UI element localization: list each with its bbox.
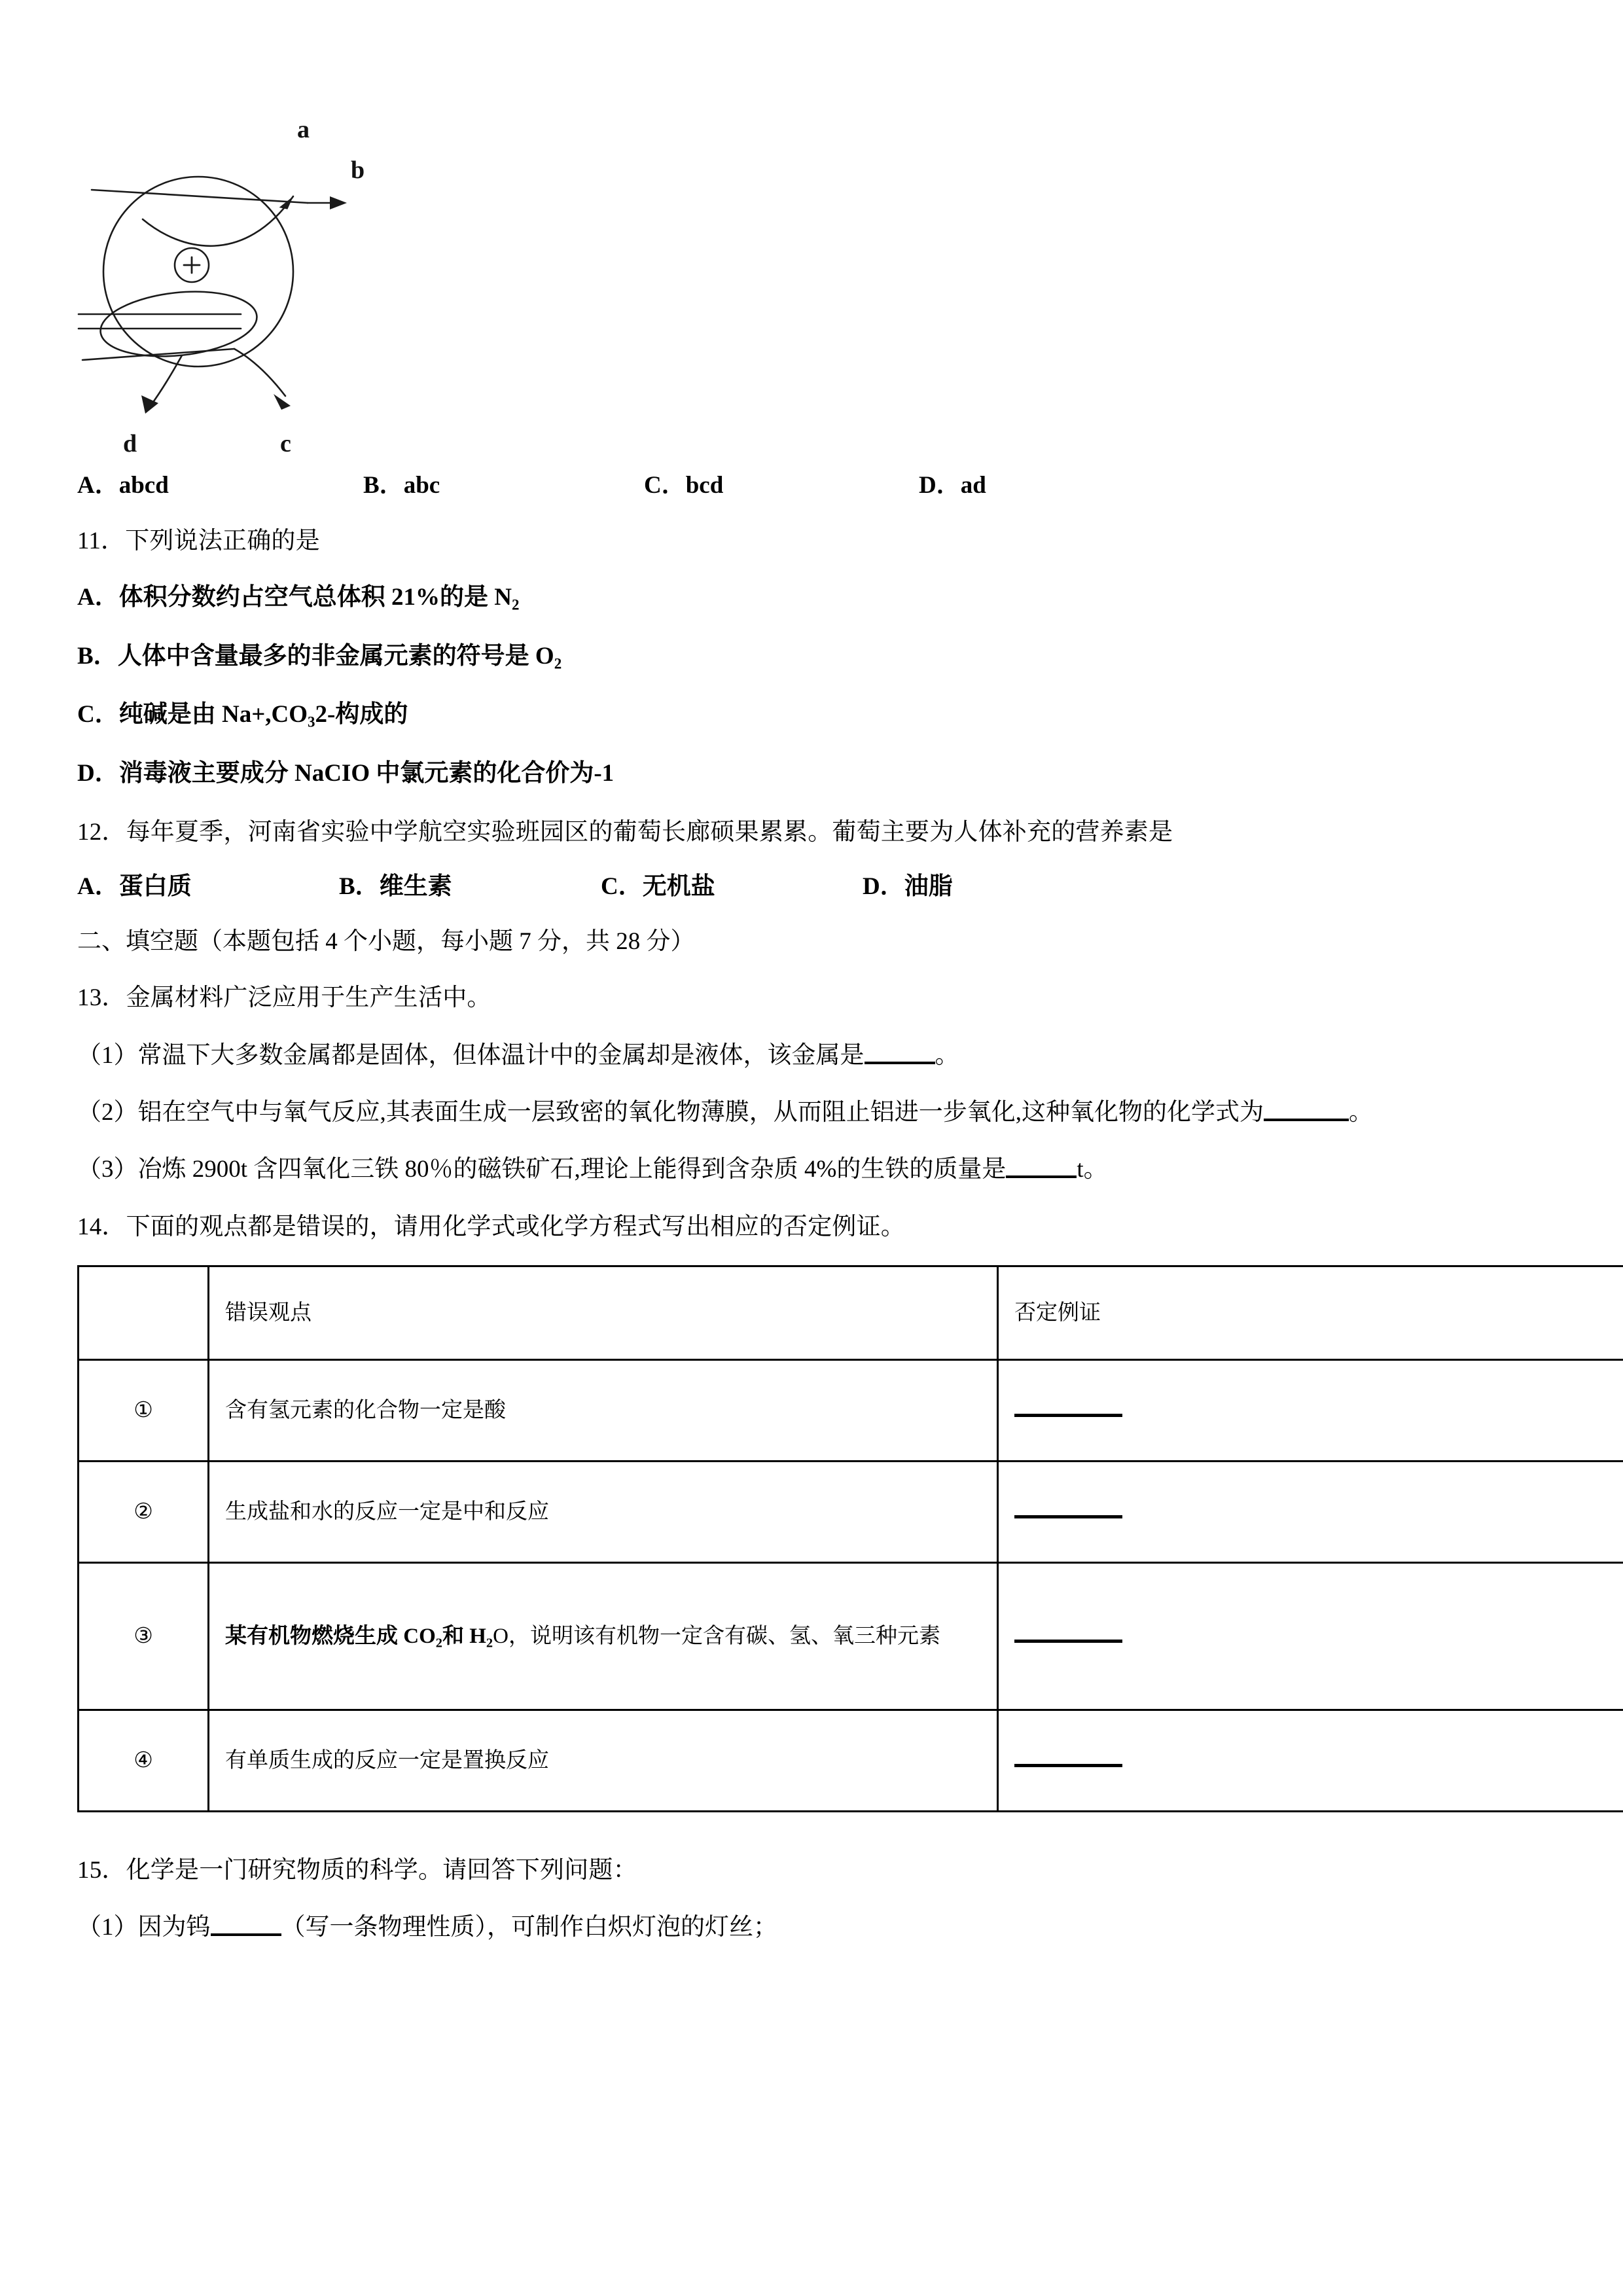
negation-evidence-table bbox=[77, 1265, 1623, 1812]
q10-option-c-text: bcd bbox=[685, 472, 724, 499]
section-2-heading: 二、填空题（本题包括 4 个小题，每小题 7 分，共 28 分） bbox=[77, 927, 695, 955]
figure-label-d: d bbox=[123, 430, 137, 457]
q10-option-b-text: abc bbox=[403, 472, 440, 499]
inner-ellipse bbox=[98, 285, 260, 364]
figure-label-a: a bbox=[297, 116, 310, 143]
row-3-evidence[interactable] bbox=[998, 1562, 1623, 1710]
row-3-answer-blank[interactable] bbox=[1014, 1639, 1122, 1643]
q11-option-c-sub: 3 bbox=[308, 713, 315, 730]
q12-option-a-text: 蛋白质 bbox=[118, 872, 192, 900]
row-3-view-post: O，说明该有机物一定含有碳、氢、氧三种元素 bbox=[493, 1624, 940, 1648]
table-row bbox=[79, 1359, 1623, 1461]
q12-option-c-text: 无机盐 bbox=[642, 872, 715, 900]
q13-part-3-end: t。 bbox=[1077, 1156, 1108, 1183]
q15-stem: 15．化学是一门研究物质的科学。请回答下列问题： bbox=[77, 1856, 637, 1884]
row-3-view bbox=[209, 1562, 998, 1710]
figure-label-c: c bbox=[280, 430, 291, 457]
q11-option-a-label: A． bbox=[77, 584, 119, 611]
row-1-number: ① bbox=[79, 1359, 209, 1461]
row-4-number: ④ bbox=[79, 1710, 209, 1811]
row-1-answer-blank[interactable] bbox=[1014, 1413, 1122, 1417]
row-1-evidence[interactable] bbox=[998, 1359, 1623, 1461]
q10-option-d-label: D bbox=[919, 472, 936, 499]
header-cell-view: 错误观点 bbox=[209, 1266, 998, 1359]
q15-part-1-blank[interactable] bbox=[211, 1933, 281, 1936]
q13-part-1-text: （1）常温下大多数金属都是固体，但体温计中的金属却是液体，该金属是 bbox=[77, 1041, 865, 1069]
row-2-view: 生成盐和水的反应一定是中和反应 bbox=[209, 1461, 998, 1562]
q13-part-3 bbox=[77, 1151, 1576, 1188]
q15-part-1 bbox=[77, 1909, 1576, 1946]
q11-option-b-sub: 2 bbox=[554, 655, 562, 672]
q12-stem: 12．每年夏季，河南省实验中学航空实验班园区的葡萄长廊硕果累累。葡萄主要为人体补充的营养素是 bbox=[77, 819, 1173, 846]
row-4-evidence[interactable] bbox=[998, 1710, 1623, 1811]
q11-option-a-text: 体积分数约占空气总体积 21%的是 N bbox=[118, 584, 512, 611]
arrowhead-b bbox=[330, 196, 347, 209]
q11-option-b-label: B． bbox=[77, 642, 118, 670]
row-3-view-sub1: 2 bbox=[435, 1636, 442, 1651]
q11-option-d-label: D． bbox=[77, 759, 119, 787]
q13-part-2-text: （2）铝在空气中与氧气反应,其表面生成一层致密的氧化物薄膜，从而阻止铝进一步氧化,这种氧化物的化学式为 bbox=[77, 1098, 1264, 1126]
q10-option-b-label: B bbox=[363, 472, 380, 499]
particle-deflection-figure bbox=[77, 98, 378, 465]
table-row bbox=[79, 1461, 1623, 1562]
q13-part-3-text: （3）冶炼 2900t 含四氧化三铁 80％的磁铁矿石,理论上能得到含杂质 4%的生铁的质量是 bbox=[77, 1156, 1007, 1183]
q11-option-c-text-post: 2-构成的 bbox=[315, 701, 408, 728]
header-cell-number bbox=[79, 1266, 209, 1359]
q11-option-d[interactable] bbox=[77, 755, 1576, 792]
q13-part-1 bbox=[77, 1037, 1576, 1074]
q12-option-c-label: C． bbox=[601, 872, 643, 900]
q13-part-2-blank[interactable] bbox=[1264, 1119, 1349, 1121]
table-header-row bbox=[79, 1266, 1623, 1359]
q15-part-1-end: （写一条物理性质），可制作白炽灯泡的灯丝； bbox=[281, 1914, 777, 1941]
q12-option-b-label: B． bbox=[339, 872, 380, 900]
q10-option-c[interactable]: C．bcd bbox=[644, 472, 724, 499]
table-row bbox=[79, 1710, 1623, 1811]
q11-option-a-sub: 2 bbox=[511, 596, 520, 613]
trajectory-d bbox=[151, 355, 182, 406]
q11-option-c[interactable] bbox=[77, 696, 1576, 733]
page-content bbox=[77, 98, 1576, 1966]
arrowhead-c bbox=[274, 394, 291, 410]
q11-option-c-text: 纯碱是由 Na+,CO bbox=[118, 701, 308, 728]
row-3-view-mid: 和 H bbox=[442, 1624, 486, 1648]
q10-option-d[interactable]: D．ad bbox=[919, 472, 986, 499]
q10-options-row bbox=[77, 465, 1576, 503]
outer-circle bbox=[103, 177, 293, 367]
q12-option-a-label: A． bbox=[77, 872, 119, 900]
q11-option-b[interactable] bbox=[77, 638, 1576, 675]
row-3-view-sub2: 2 bbox=[486, 1636, 493, 1651]
q12-option-d-text: 油脂 bbox=[904, 872, 953, 900]
row-1-view: 含有氢元素的化合物一定是酸 bbox=[209, 1359, 998, 1461]
q11-option-a[interactable] bbox=[77, 579, 1576, 616]
row-3-number: ③ bbox=[79, 1562, 209, 1710]
arrowheads bbox=[141, 196, 347, 414]
q12-options-row bbox=[77, 866, 1576, 904]
q12-option-c[interactable] bbox=[601, 866, 715, 901]
q13-part-3-blank[interactable] bbox=[1006, 1175, 1077, 1178]
q10-option-a[interactable]: A．abcd bbox=[77, 472, 169, 499]
q12-option-b-text: 维生素 bbox=[379, 872, 452, 900]
q12-option-a[interactable] bbox=[77, 866, 192, 901]
q12-option-d-label: D． bbox=[863, 872, 904, 900]
q11-option-c-label: C． bbox=[77, 701, 119, 728]
q11-stem: 11．下列说法正确的是 bbox=[77, 528, 320, 554]
q10-option-a-text: abcd bbox=[118, 472, 169, 499]
q13-part-1-end: 。 bbox=[935, 1041, 959, 1069]
table-row bbox=[79, 1562, 1623, 1710]
q12-option-d[interactable] bbox=[863, 866, 953, 901]
q11-option-d-text: 消毒液主要成分 NaCIO 中氯元素的化合价为-1 bbox=[118, 759, 615, 787]
row-4-answer-blank[interactable] bbox=[1014, 1763, 1122, 1767]
row-2-answer-blank[interactable] bbox=[1014, 1515, 1122, 1518]
q10-option-b[interactable]: B．abc bbox=[363, 472, 440, 499]
q12-option-b[interactable] bbox=[339, 866, 452, 901]
row-4-view: 有单质生成的反应一定是置换反应 bbox=[209, 1710, 998, 1811]
row-3-view-pre: 某有机物燃烧生成 CO bbox=[225, 1624, 436, 1648]
incoming-ray-top bbox=[92, 190, 308, 203]
row-2-evidence[interactable] bbox=[998, 1461, 1623, 1562]
q14-stem: 14．下面的观点都是错误的，请用化学式或化学方程式写出相应的否定例证。 bbox=[77, 1213, 905, 1240]
q11-option-b-text: 人体中含量最多的非金属元素的符号是 O bbox=[117, 642, 554, 670]
trajectory-a bbox=[143, 196, 293, 246]
q13-stem: 13．金属材料广泛应用于生产生活中。 bbox=[77, 984, 491, 1012]
q10-option-a-label: A bbox=[77, 472, 95, 499]
row-2-number: ② bbox=[79, 1461, 209, 1562]
q10-option-c-label: C bbox=[644, 472, 662, 499]
q13-part-2-end: 。 bbox=[1349, 1098, 1373, 1126]
header-cell-evidence: 否定例证 bbox=[998, 1266, 1623, 1359]
q13-part-2 bbox=[77, 1094, 1576, 1131]
q15-part-1-text: （1）因为钨 bbox=[77, 1914, 211, 1941]
q10-option-d-text: ad bbox=[960, 472, 986, 499]
figure-label-b: b bbox=[351, 156, 365, 184]
q13-part-1-blank[interactable] bbox=[865, 1062, 935, 1064]
